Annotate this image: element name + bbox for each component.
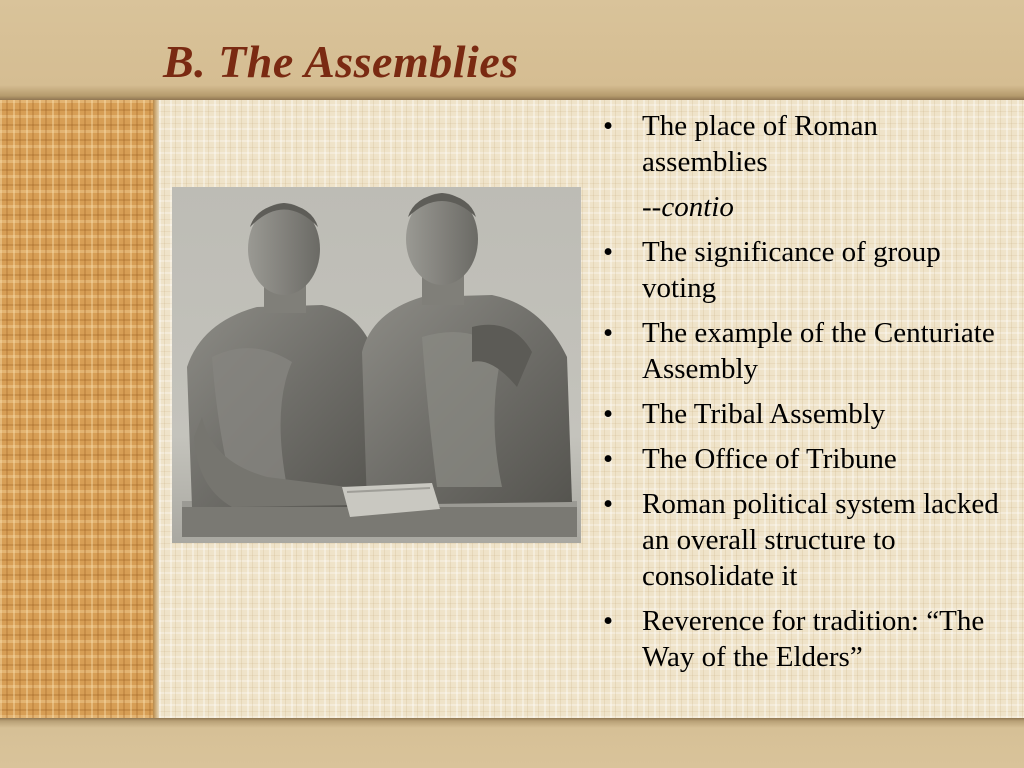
bullet-item: • The example of the Centuriate Assembly bbox=[600, 315, 1010, 387]
bullet-item: • The place of Roman assemblies bbox=[600, 108, 1010, 180]
bullet-item: • Roman political system lacked an overall structure to consolidate it bbox=[600, 486, 1010, 594]
sub-item-text: contio bbox=[661, 191, 734, 223]
sub-item-prefix: -- bbox=[642, 191, 662, 223]
slide-title: B. The Assemblies bbox=[163, 36, 519, 87]
bullet-item: • The Tribal Assembly bbox=[600, 396, 1010, 432]
bottom-band bbox=[0, 718, 1024, 768]
bullet-item: • The Office of Tribune bbox=[600, 441, 1010, 477]
marble-bust-statue-icon bbox=[172, 187, 581, 543]
bullet-item: • The significance of group voting bbox=[600, 234, 1010, 306]
decorative-woven-strip bbox=[0, 100, 153, 718]
bullet-list bbox=[600, 108, 1010, 684]
statue-photo bbox=[172, 187, 581, 543]
bullet-item: • Reverence for tradition: “The Way of the Elders” bbox=[600, 603, 1010, 675]
sub-item bbox=[600, 189, 1010, 225]
